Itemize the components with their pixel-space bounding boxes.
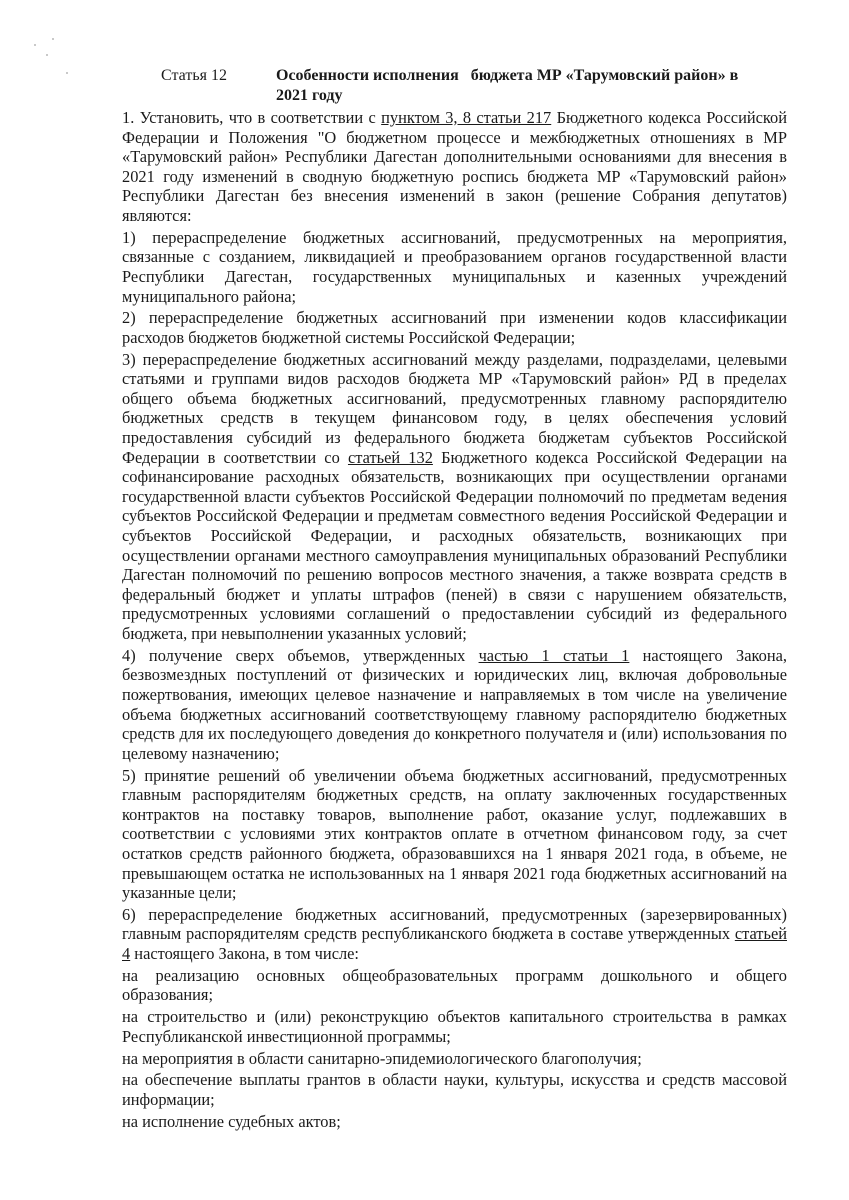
paragraph-text: на мероприятия в области санитарно-эпидемиологического благополучия; — [122, 1048, 642, 1068]
paragraph-text: 5) принятие решений об увеличении объема бюджетных ассигнований, предусмотренных главным распорядителям бюджетных средств, на оплату заключенных государственных контрактов на поставку товаров, выполнение работ, оказание услуг, подлежавших в соответствии с условиями этих контрактов оплате в отчетном финансовом году, за счет остатков средств районного бюджета, образовавшихся на 1 января 2021 года, в объеме, не превышающем остатка не использованных на 1 января 2021 года бюджетных ассигнований на указанные цели; — [122, 765, 787, 903]
paragraph-text: 4) получение сверх объемов, утвержденных — [122, 645, 479, 665]
paragraph-text: на обеспечение выплаты грантов в области науки, культуры, искусства и средств массовой информации; — [122, 1070, 787, 1109]
paragraph-text: 2) перераспределение бюджетных ассигнований при изменении кодов классификации расходов бюджетов бюджетной системы Российской Федерации; — [122, 308, 787, 347]
law-reference-link[interactable]: статьей 132 — [347, 447, 433, 467]
paragraph-text: настоящего Закона, безвозмездных поступлений от физических и юридических лиц, включая добровольные пожертвования, имеющих целевое назначение и направляемых в том числе на увеличение объема бюджетных ассигнований соответствующему главному распорядителю бюджетных средств для их последующего доведения до конкретного получателя и (или) использования по целевому назначению; — [122, 645, 787, 763]
article-header — [0, 64, 849, 108]
paragraph-text: 6) перераспределение бюджетных ассигнований, предусмотренных (зарезервированных) главным распорядителям средств республиканского бюджета в составе утвержденных — [122, 904, 787, 944]
article-title-line-2: 2021 году — [276, 87, 343, 104]
scan-speck — [46, 54, 48, 56]
paragraph-text: настоящего Закона, в том числе: — [130, 944, 359, 964]
paragraph-text: на строительство и (или) реконструкцию объектов капитального строительства в рамках Республиканской инвестиционной программы; — [122, 1007, 787, 1046]
paragraph — [122, 1112, 787, 1132]
law-reference-link[interactable]: статьей 4 — [122, 924, 787, 964]
paragraph-text: 1) перераспределение бюджетных ассигнований, предусмотренных на мероприятия, связанные с созданием, ликвидацией и преобразованием органов государственной власти Республики Дагестан, государственных муниципальных и казенных учреждений муниципального района; — [122, 227, 787, 306]
paragraph-text: на исполнение судебных актов; — [122, 1111, 341, 1131]
paragraph-text: 3) перераспределение бюджетных ассигнований между разделами, подразделами, целевыми статьями и группами видов расходов бюджета МР «Тарумовский район» РД в пределах общего объема бюджетных ассигнований, предусмотренных главному распорядителю бюджетных средств в текущем финансовом году, в целях обеспечения условий предоставления субсидий из федерального бюджета бюджетам субъектов Российской Федерации в соответствии со — [122, 349, 787, 467]
paragraph-text: на реализацию основных общеобразовательных программ дошкольного и общего образования; — [122, 965, 787, 1005]
paragraph-text: 1. Установить, что в соответствии с — [122, 108, 382, 127]
law-reference-link[interactable]: частью 1 статьи 1 — [478, 645, 630, 665]
paragraph — [122, 108, 787, 226]
paragraph-text: Бюджетного кодекса Российской Федерации на софинансирование расходных обязательств, возникающих при осуществлении органами государственной власти субъектов Российской Федерации полномочий по предметам ведения субъектов Российской Федерации и предметам совместного ведения Российской Федерации и субъектов Российской Федерации, и расходных обязательств, возникающих при осуществлении органами местного самоуправления муниципальных образований Республики Дагестан полномочий по решению вопросов местного значения, а также возврата средств в федеральный бюджет и уплаты штрафов (пеней) в связи с нарушением обязательств, предусмотренных условиями соглашений о предоставлении субсидий из федерального бюджета, при невыполнении указанных условий; — [122, 447, 787, 643]
law-reference-link[interactable]: пунктом 3, 8 статьи 217 — [381, 108, 552, 127]
paragraph — [122, 966, 787, 1005]
article-body — [122, 108, 787, 1134]
paragraph — [122, 1007, 787, 1046]
article-number: Статья 12 — [161, 67, 227, 84]
paragraph-text: Бюджетного кодекса Российской Федерации и Положения "О бюджетном процессе и межбюджетных отношениях в МР «Тарумовский район» Республики Дагестан дополнительными основаниями для внесения в 2021 году изменений в сводную бюджетную роспись бюджета МР «Тарумовский район» Республики Дагестан без внесения изменений в закон (решение Собрания депутатов) являются: — [122, 108, 787, 225]
article-title-line-1: Особенности исполнения бюджета МР «Тарумовский район» в — [276, 67, 739, 84]
paragraph — [122, 646, 787, 764]
paragraph — [122, 766, 787, 903]
paragraph — [122, 228, 787, 306]
scan-speck — [52, 38, 54, 40]
scan-speck — [34, 44, 36, 46]
article-title — [276, 66, 796, 106]
paragraph — [122, 308, 787, 347]
paragraph — [122, 350, 787, 644]
paragraph — [122, 905, 787, 964]
paragraph — [122, 1049, 787, 1069]
paragraph — [122, 1070, 787, 1109]
